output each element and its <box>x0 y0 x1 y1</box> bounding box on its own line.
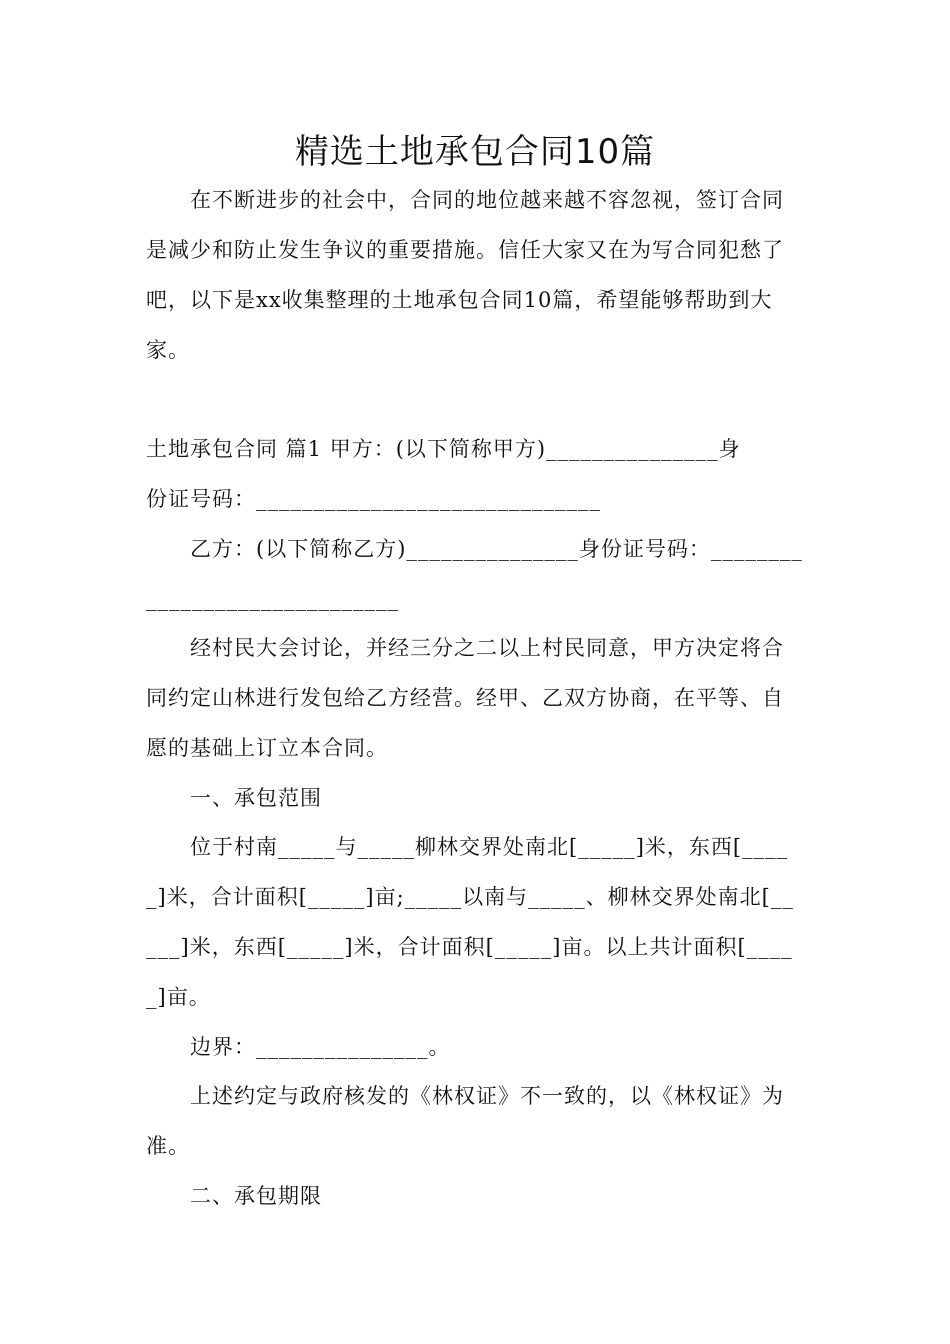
forest-cert-line-1: 上述约定与政府核发的《林权证》不一致的，以《林权证》为 <box>190 1084 784 1108</box>
party-b-id-continuation: ______________________ <box>146 587 399 611</box>
contract-heading-line: 土地承包合同 篇1 甲方：(以下简称甲方)_______________身 <box>146 437 741 461</box>
section-1-title: 一、承包范围 <box>190 786 322 810</box>
preamble-line-2: 同约定山林进行发包给乙方经营。经甲、乙双方协商，在平等、自 <box>146 686 784 710</box>
document-title: 精选土地承包合同10篇 <box>294 132 656 172</box>
scope-line-1: 位于村南_____与_____柳林交界处南北[_____]米，东西[____ <box>190 835 789 859</box>
party-b-line: 乙方：(以下简称乙方)_______________身份证号码：________ <box>190 537 803 561</box>
scope-line-3: ___]米，东西[_____]米，合计面积[_____]亩。以上共计面积[____ <box>146 935 793 959</box>
intro-line-2: 是减少和防止发生争议的重要措施。信任大家又在为写合同犯愁了 <box>146 238 784 262</box>
intro-line-1: 在不断进步的社会中，合同的地位越来越不容忽视，签订合同 <box>190 188 784 212</box>
party-a-id-line: 份证号码：______________________________ <box>146 487 601 511</box>
preamble-line-1: 经村民大会讨论，并经三分之二以上村民同意，甲方决定将合 <box>190 636 784 660</box>
scope-line-2: _]米，合计面积[_____]亩;_____以南与_____、柳林交界处南北[__ <box>146 885 794 909</box>
scope-line-4: _]亩。 <box>146 985 211 1009</box>
intro-line-4: 家。 <box>146 338 190 362</box>
preamble-line-3: 愿的基础上订立本合同。 <box>146 736 388 760</box>
intro-line-3: 吧，以下是xx收集整理的土地承包合同10篇，希望能够帮助到大 <box>146 288 773 312</box>
boundary-line: 边界：_______________。 <box>190 1035 451 1059</box>
section-2-title: 二、承包期限 <box>190 1184 322 1208</box>
forest-cert-line-2: 准。 <box>146 1134 190 1158</box>
